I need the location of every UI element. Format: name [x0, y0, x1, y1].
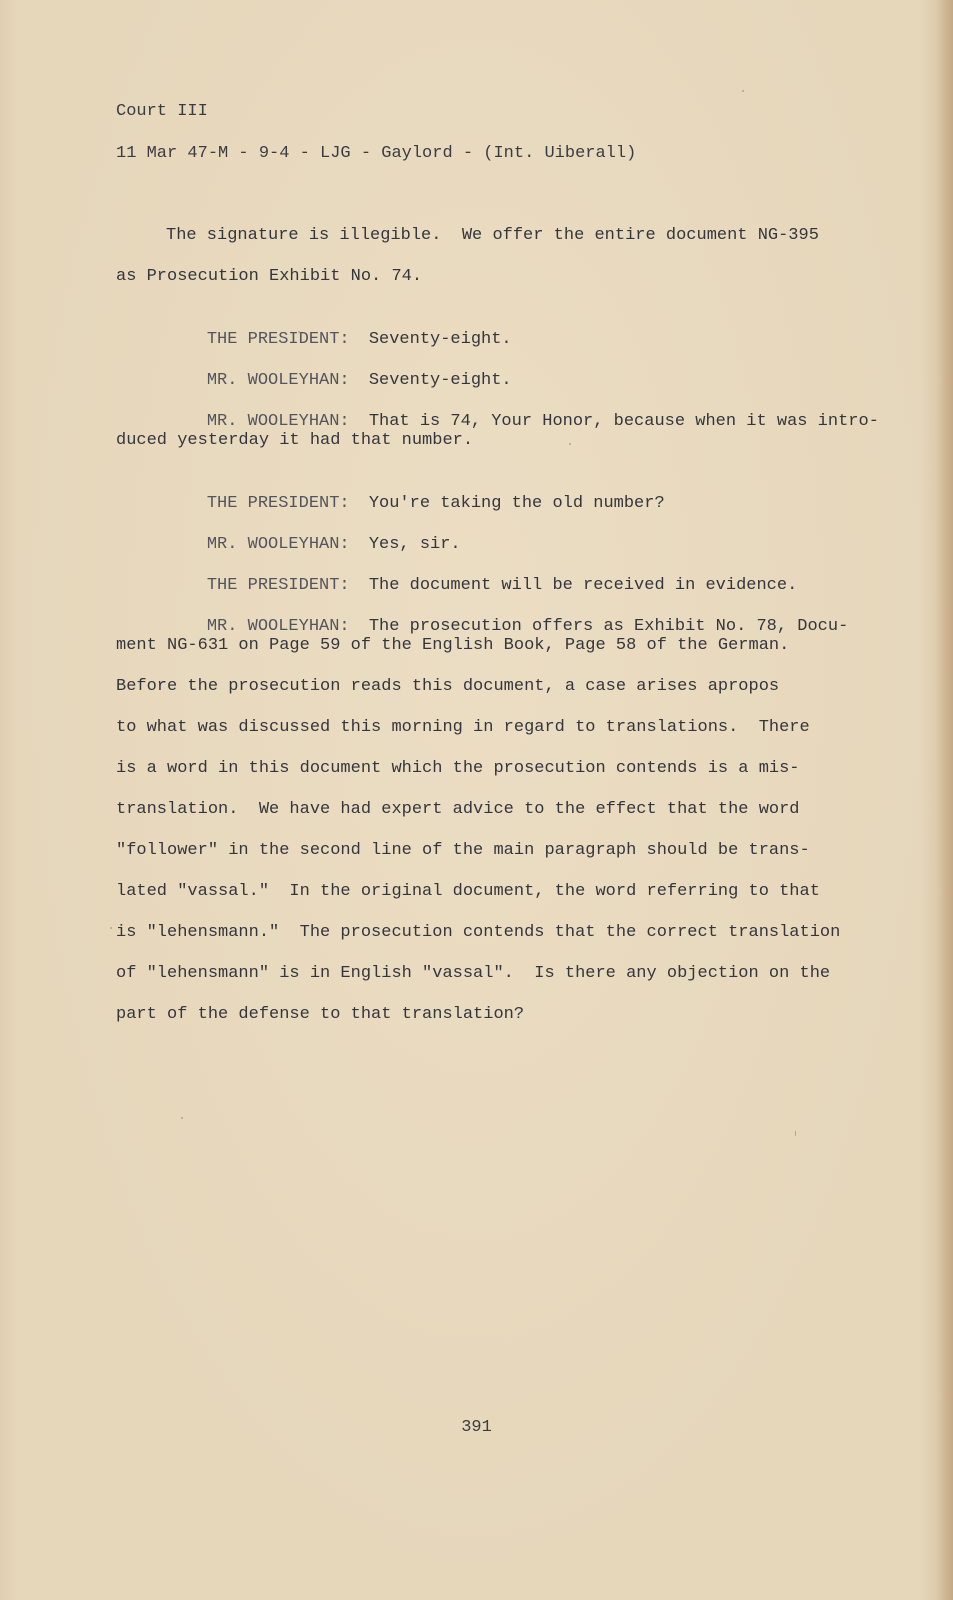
paragraph-line: Before the prosecution reads this document, a case arises apropos — [116, 677, 780, 696]
paragraph-line: translation. We have had expert advice to the effect that the word — [116, 800, 800, 819]
paragraph-line: as Prosecution Exhibit No. 74. — [116, 267, 423, 286]
paragraph-line: "follower" in the second line of the main paragraph should be trans- — [116, 841, 810, 860]
speaker-label: THE PRESIDENT: — [206, 330, 350, 349]
dialogue-text: The document will be received in evidence. — [368, 576, 798, 595]
page-number: 391 — [461, 1418, 492, 1437]
dialogue-text: You're taking the old number? — [368, 494, 665, 513]
paragraph-line: is "lehensmann." The prosecution contends that the correct translation — [116, 923, 841, 942]
paragraph-line: duced yesterday it had that number. — [116, 431, 474, 450]
paper-speck — [742, 90, 744, 92]
paragraph-line: of "lehensmann" is in English "vassal". Is there any objection on the — [116, 964, 831, 983]
speaker-label: MR. WOOLEYHAN: — [206, 371, 350, 390]
dialogue-text: Yes, sir. — [368, 535, 461, 554]
page-edge-shadow — [937, 0, 953, 1600]
paragraph-line: is a word in this document which the prosecution contends is a mis- — [116, 759, 800, 778]
dialogue-text: That is 74, Your Honor, because when it was intro- — [368, 412, 879, 431]
paragraph-line: ment NG-631 on Page 59 of the English Book, Page 58 of the German. — [116, 636, 790, 655]
dialogue-text: The prosecution offers as Exhibit No. 78, Docu- — [368, 617, 849, 636]
paragraph-line: part of the defense to that translation? — [116, 1005, 525, 1024]
dialogue-text: Seventy-eight. — [368, 330, 512, 349]
speaker-label: MR. WOOLEYHAN: — [206, 412, 350, 431]
speaker-label: MR. WOOLEYHAN: — [206, 535, 350, 554]
dialogue-text: Seventy-eight. — [368, 371, 512, 390]
session-line: 11 Mar 47-M - 9-4 - LJG - Gaylord - (Int. Uiberall) — [116, 144, 637, 163]
paper-speck — [181, 1117, 183, 1119]
speaker-label: THE PRESIDENT: — [206, 576, 350, 595]
paragraph-line: to what was discussed this morning in regard to translations. There — [116, 718, 810, 737]
paper-speck — [569, 443, 571, 445]
paper-speck — [298, 331, 300, 333]
paragraph-line: lated "vassal." In the original document, the word referring to that — [116, 882, 820, 901]
paper-speck — [795, 1131, 796, 1136]
paragraph-line: The signature is illegible. We offer the entire document NG-395 — [166, 226, 819, 245]
court-heading: Court III — [116, 102, 208, 121]
paper-speck — [110, 927, 112, 929]
speaker-label: MR. WOOLEYHAN: — [206, 617, 350, 636]
speaker-label: THE PRESIDENT: — [206, 494, 350, 513]
